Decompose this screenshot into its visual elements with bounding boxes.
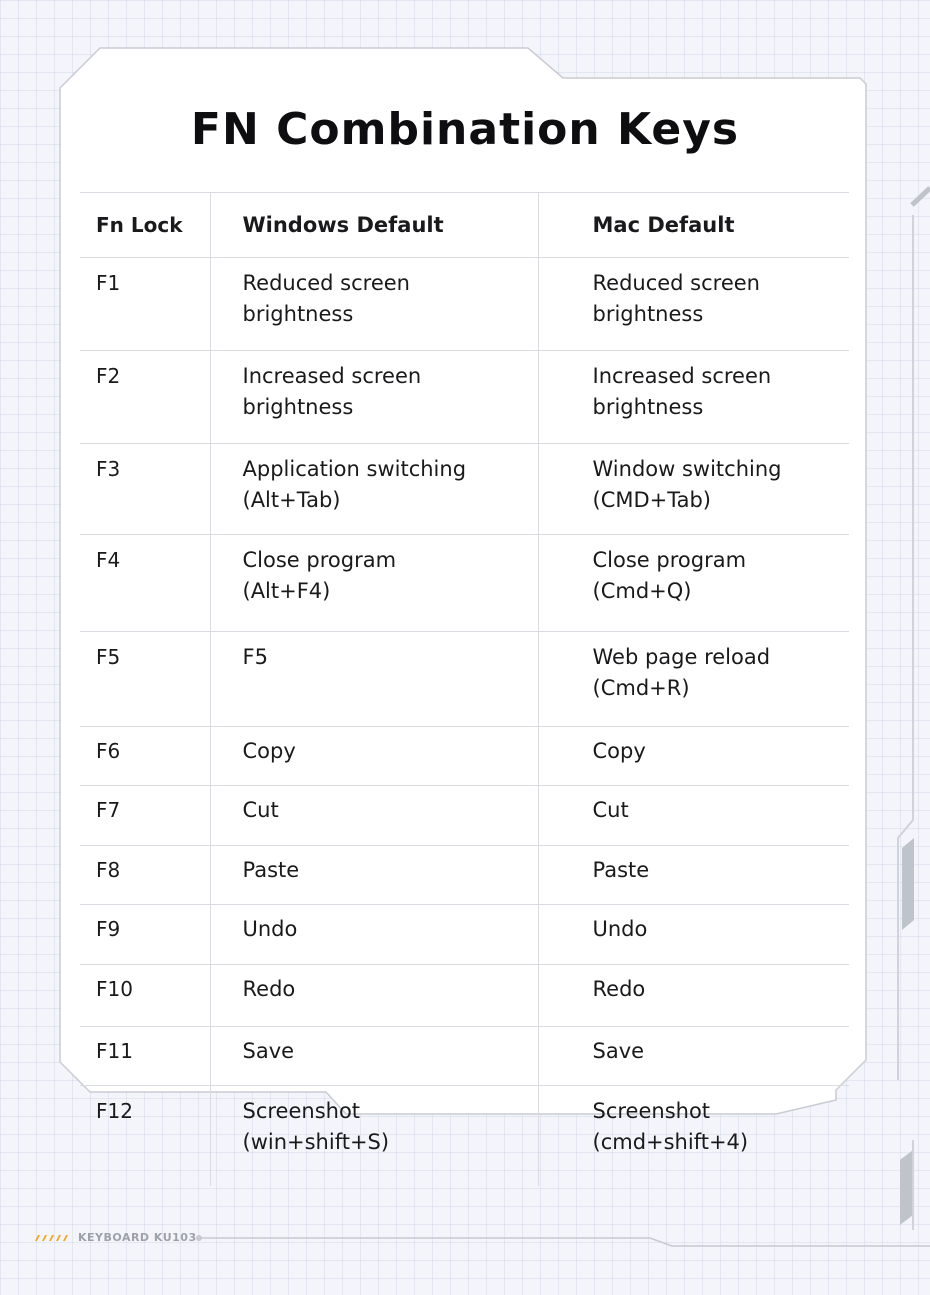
fn-key-cell: F3 bbox=[80, 444, 210, 535]
table-row bbox=[80, 444, 849, 535]
windows-default-line: F5 bbox=[242, 645, 268, 669]
mac-default-cell bbox=[538, 1086, 849, 1187]
fn-key-cell: F5 bbox=[80, 632, 210, 727]
fn-keys-table bbox=[80, 192, 849, 1186]
mac-default-line: Reduced screen bbox=[592, 271, 760, 295]
mac-default-line: Copy bbox=[592, 739, 646, 763]
fn-key-cell: F7 bbox=[80, 786, 210, 846]
mac-default-line: (Cmd+Q) bbox=[592, 579, 692, 603]
windows-default-line: Application switching bbox=[242, 457, 467, 481]
table-row bbox=[80, 632, 849, 727]
windows-default-cell bbox=[210, 786, 538, 846]
table-row bbox=[80, 905, 849, 965]
table-header-row bbox=[80, 193, 849, 258]
mac-default-line: (Cmd+R) bbox=[592, 676, 690, 700]
page-title: FN Combination Keys bbox=[190, 104, 740, 155]
footer-label: KEYBOARD KU103 bbox=[78, 1231, 197, 1244]
mac-default-line: Close program bbox=[592, 548, 747, 572]
windows-default-line: Redo bbox=[242, 977, 296, 1001]
table-row bbox=[80, 1086, 849, 1187]
windows-default-cell bbox=[210, 351, 538, 444]
mac-default-cell bbox=[538, 905, 849, 965]
windows-default-cell bbox=[210, 965, 538, 1027]
header-fn-lock: Fn Lock bbox=[80, 193, 210, 258]
windows-default-line: (Alt+Tab) bbox=[242, 488, 341, 512]
fn-key-cell: F1 bbox=[80, 258, 210, 351]
accent-dashes bbox=[33, 1234, 73, 1242]
mac-default-cell bbox=[538, 351, 849, 444]
windows-default-line: brightness bbox=[242, 395, 354, 419]
mac-default-cell bbox=[538, 786, 849, 846]
mac-default-line: (cmd+shift+4) bbox=[592, 1130, 749, 1154]
windows-default-cell bbox=[210, 444, 538, 535]
fn-key-cell: F12 bbox=[80, 1086, 210, 1187]
windows-default-line: Close program bbox=[242, 548, 397, 572]
mac-default-line: Redo bbox=[592, 977, 646, 1001]
fn-key-cell: F11 bbox=[80, 1027, 210, 1086]
fn-key-cell: F8 bbox=[80, 846, 210, 905]
table-row bbox=[80, 786, 849, 846]
windows-default-line: Cut bbox=[242, 798, 279, 822]
table-row bbox=[80, 727, 849, 786]
mac-default-cell bbox=[538, 444, 849, 535]
windows-default-line: Reduced screen bbox=[242, 271, 410, 295]
table-row bbox=[80, 965, 849, 1027]
mac-default-cell bbox=[538, 727, 849, 786]
mac-default-cell bbox=[538, 535, 849, 632]
windows-default-line: Undo bbox=[242, 917, 298, 941]
mac-default-line: Increased screen bbox=[592, 364, 772, 388]
windows-default-cell bbox=[210, 846, 538, 905]
table-row bbox=[80, 535, 849, 632]
windows-default-cell bbox=[210, 1027, 538, 1086]
mac-default-cell bbox=[538, 965, 849, 1027]
windows-default-cell bbox=[210, 535, 538, 632]
windows-default-line: Copy bbox=[242, 739, 296, 763]
fn-key-cell: F10 bbox=[80, 965, 210, 1027]
mac-default-cell bbox=[538, 632, 849, 727]
windows-default-cell bbox=[210, 727, 538, 786]
table-row bbox=[80, 1027, 849, 1086]
table-row bbox=[80, 846, 849, 905]
windows-default-line: Paste bbox=[242, 858, 300, 882]
windows-default-cell bbox=[210, 258, 538, 351]
mac-default-line: brightness bbox=[592, 395, 704, 419]
windows-default-line: (win+shift+S) bbox=[242, 1130, 390, 1154]
fn-key-cell: F2 bbox=[80, 351, 210, 444]
mac-default-line: Save bbox=[592, 1039, 645, 1063]
mac-default-line: Undo bbox=[592, 917, 648, 941]
windows-default-line: (Alt+F4) bbox=[242, 579, 331, 603]
header-mac-default: Mac Default bbox=[538, 193, 849, 258]
table-row bbox=[80, 351, 849, 444]
mac-default-line: Window switching bbox=[592, 457, 782, 481]
mac-default-line: Web page reload bbox=[592, 645, 771, 669]
windows-default-cell bbox=[210, 632, 538, 727]
windows-default-cell bbox=[210, 905, 538, 965]
fn-key-cell: F4 bbox=[80, 535, 210, 632]
mac-default-line: Screenshot bbox=[592, 1099, 711, 1123]
windows-default-line: Screenshot bbox=[242, 1099, 361, 1123]
windows-default-line: Increased screen bbox=[242, 364, 422, 388]
mac-default-cell bbox=[538, 1027, 849, 1086]
windows-default-cell bbox=[210, 1086, 538, 1187]
fn-key-cell: F6 bbox=[80, 727, 210, 786]
mac-default-cell bbox=[538, 258, 849, 351]
table-row bbox=[80, 258, 849, 351]
fn-key-cell: F9 bbox=[80, 905, 210, 965]
mac-default-line: brightness bbox=[592, 302, 704, 326]
windows-default-line: brightness bbox=[242, 302, 354, 326]
mac-default-line: (CMD+Tab) bbox=[592, 488, 711, 512]
mac-default-cell bbox=[538, 846, 849, 905]
mac-default-line: Paste bbox=[592, 858, 650, 882]
mac-default-line: Cut bbox=[592, 798, 629, 822]
header-windows-default: Windows Default bbox=[210, 193, 538, 258]
windows-default-line: Save bbox=[242, 1039, 295, 1063]
